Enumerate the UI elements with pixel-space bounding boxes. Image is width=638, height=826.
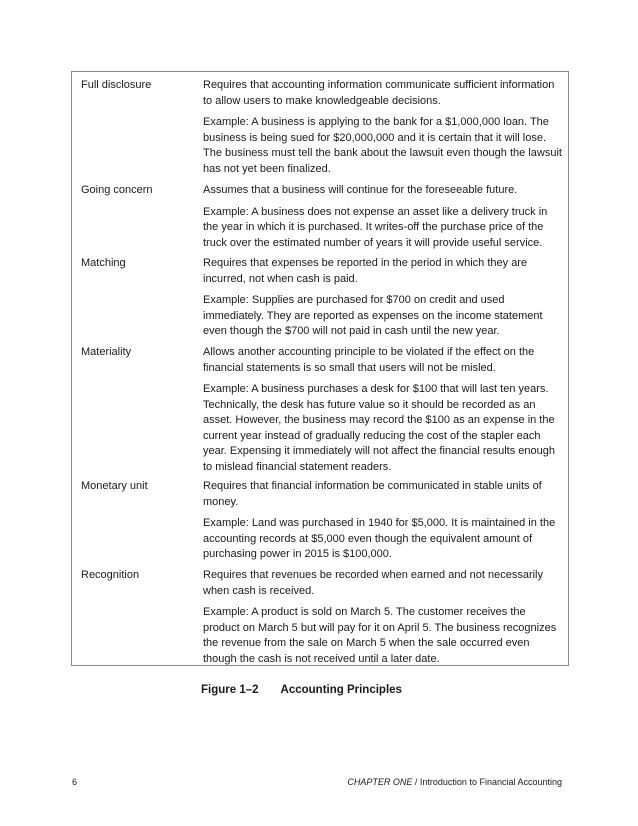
principle-description — [203, 78, 565, 177]
footer-separator: / — [412, 777, 420, 787]
principle-example: Example: A business purchases a desk for $100 that will last ten years. Technically, the desk has future value so it should be recorded as an asset. However, the business may record the $100 as an expense in the current year instead of gradually reducing the cost of the stapler each year. Expensing it immediately will not affect the financial results enough to mislead financial statement readers. — [203, 383, 555, 473]
principle-term: Recognition — [81, 569, 140, 581]
principle-example: Example: A business does not expense an asset like a delivery truck in the year in which it is purchased. It writes-off the purchase price of the truck over the estimated number of years it will provide useful service. — [203, 205, 548, 249]
principle-definition: Assumes that a business will continue for the foreseeable future. — [203, 184, 518, 196]
page-number: 6 — [72, 777, 78, 787]
principle-definition: Allows another accounting principle to be violated if the effect on the financial statements is so small that users will not be misled. — [203, 346, 535, 374]
principle-description — [203, 345, 565, 475]
principle-example: Example: Land was purchased in 1940 for $5,000. It is maintained in the accounting records at $5,000 even though the equivalent amount of purchasing power in 2015 is $100,000. — [203, 517, 556, 560]
principle-term: Materiality — [81, 346, 132, 358]
principle-description — [203, 256, 565, 340]
principle-definition: Requires that financial information be communicated in stable units of money. — [203, 480, 542, 508]
principle-definition: Requires that expenses be reported in the period in which they are incurred, not when cash is paid. — [203, 257, 528, 285]
figure-caption — [201, 684, 402, 696]
principle-term: Monetary unit — [81, 480, 148, 492]
principle-definition: Requires that accounting information communicate sufficient information to allow users to make knowledgeable decisions. — [203, 79, 555, 107]
principle-description — [203, 183, 565, 251]
principle-example: Example: Supplies are purchased for $700 on credit and used immediately. They are reported as expenses on the income statement even though the $700 will not paid in cash until the new year. — [203, 294, 543, 337]
chapter-label: CHAPTER ONE — [347, 777, 413, 787]
principle-definition: Requires that revenues be recorded when earned and not necessarily when cash is received. — [203, 569, 543, 597]
principle-term: Going concern — [81, 184, 153, 196]
principles-table — [71, 71, 569, 666]
figure-number: Figure 1–2 — [201, 684, 259, 696]
figure-title: Accounting Principles — [280, 684, 402, 696]
principle-term: Full disclosure — [81, 79, 152, 91]
principle-term: Matching — [81, 257, 126, 269]
principle-example: Example: A business is applying to the bank for a $1,000,000 loan. The business is being sued for $20,000,000 and it is certain that it will lose. The business must tell the bank about the lawsuit even though the lawsuit has not yet been finalized. — [203, 116, 562, 175]
principle-example: Example: A product is sold on March 5. The customer receives the product on March 5 but will pay for it on April 5. The business recognizes the revenue from the sale on March 5 when the sale occurred even though the cash is not received until a later date. — [203, 606, 557, 665]
running-footer — [347, 777, 562, 787]
principle-description — [203, 568, 565, 667]
principle-description — [203, 479, 565, 563]
chapter-title: Introduction to Financial Accounting — [419, 777, 562, 787]
